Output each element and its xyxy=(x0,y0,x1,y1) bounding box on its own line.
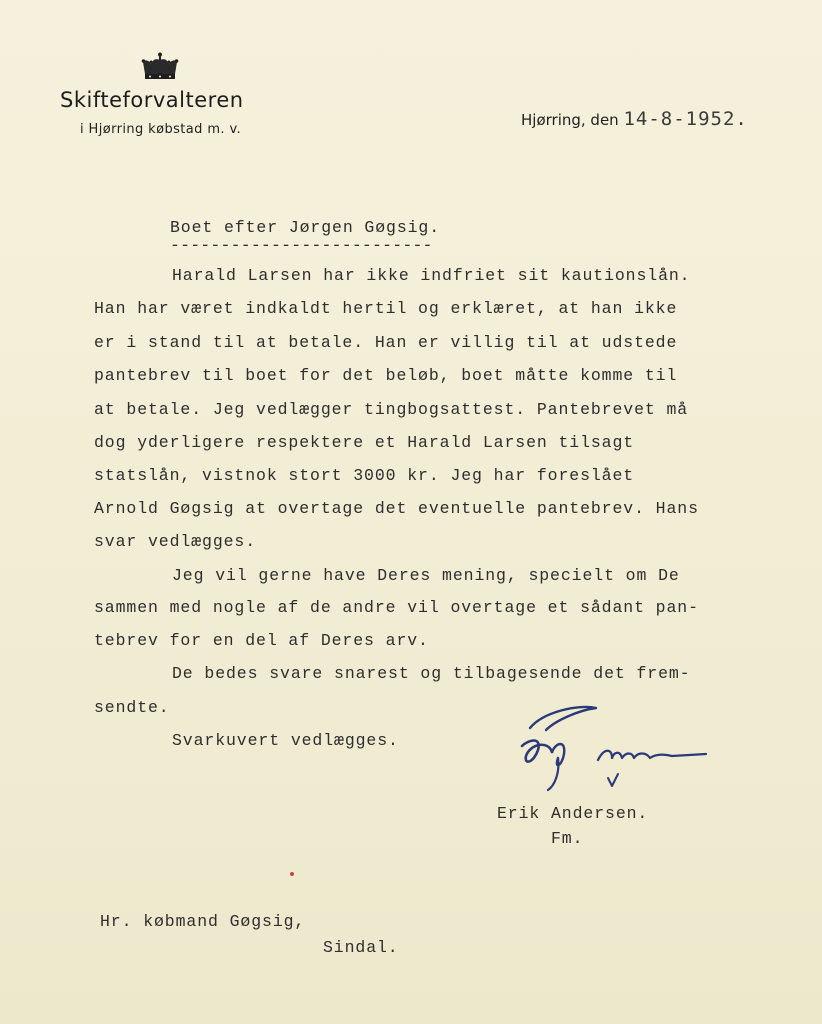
body-line: Svarkuvert vedlægges. xyxy=(172,731,399,750)
crown-emblem-icon xyxy=(141,52,179,84)
body-line: er i stand til at betale. Han er villig til at udstede xyxy=(94,333,678,352)
subject-underline: -------------------------- xyxy=(170,236,433,255)
body-line: pantebrev til boet for det beløb, boet måtte komme til xyxy=(94,366,678,385)
subject-line: Boet efter Jørgen Gøgsig. xyxy=(170,218,441,237)
office-jurisdiction: i Hjørring købstad m. v. xyxy=(80,122,242,137)
body-line: sendte. xyxy=(94,698,170,717)
body-line: Harald Larsen har ikke indfriet sit kautionslån. xyxy=(172,266,691,285)
red-ink-dot xyxy=(290,872,294,876)
recipient-line-2: Sindal. xyxy=(323,938,399,957)
body-line: De bedes svare snarest og tilbagesende det frem- xyxy=(172,664,691,683)
body-line: sammen med nogle af de andre vil overtage et sådant pan- xyxy=(94,598,699,617)
body-line: statslån, vistnok stort 3000 kr. Jeg har foreslået xyxy=(94,466,635,485)
body-line: Jeg vil gerne have Deres mening, specielt om De xyxy=(172,566,680,585)
body-line: tebrev for en del af Deres arv. xyxy=(94,631,429,650)
dateline-label: Hjørring, den xyxy=(521,111,619,129)
body-line: Han har været indkaldt hertil og erklæret, at han ikke xyxy=(94,299,678,318)
signatory-title: Fm. xyxy=(551,829,584,848)
handwritten-signature xyxy=(508,694,728,804)
body-line: svar vedlægges. xyxy=(94,532,257,551)
body-line: at betale. Jeg vedlægger tingbogsattest. Pantebrevet må xyxy=(94,400,689,419)
recipient-line-1: Hr. købmand Gøgsig, xyxy=(100,912,306,931)
letter-date: 14-8-1952. xyxy=(623,108,748,130)
body-line: dog yderligere respektere et Harald Larsen tilsagt xyxy=(94,433,635,452)
body-line: Arnold Gøgsig at overtage det eventuelle pantebrev. Hans xyxy=(94,499,699,518)
signatory-name: Erik Andersen. xyxy=(497,804,649,823)
office-title: Skifteforvalteren xyxy=(60,88,244,112)
dateline xyxy=(521,108,748,130)
